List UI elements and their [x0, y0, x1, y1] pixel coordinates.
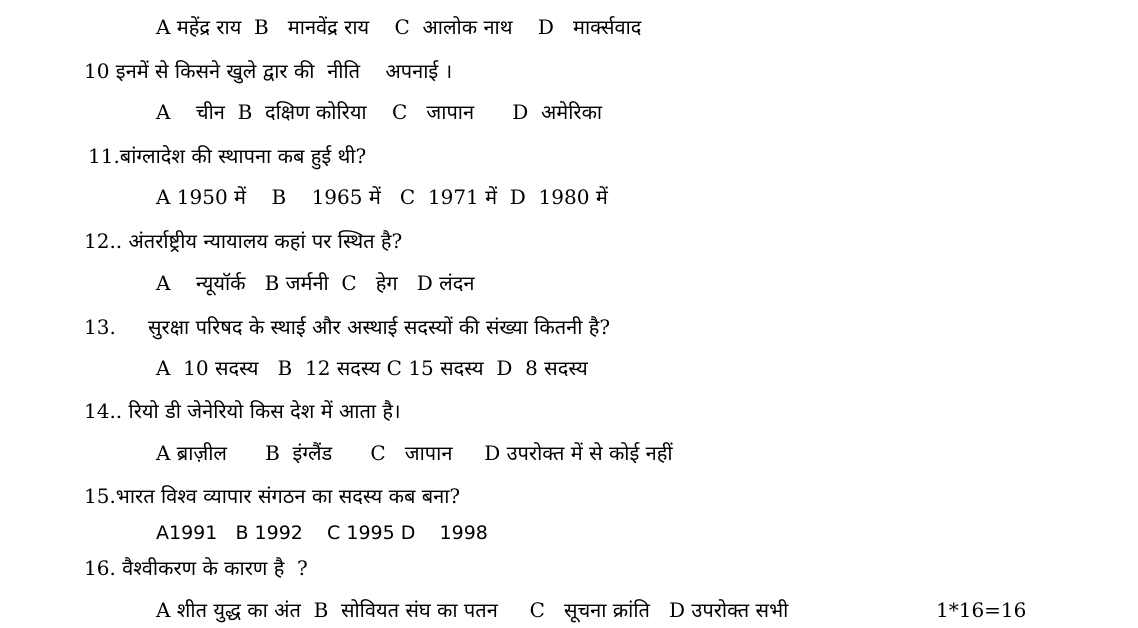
question-10: 10 इनमें से किसने खुले द्वार की नीति अपनाई ।: [84, 59, 453, 83]
question-16: 16. वैश्वीकरण के कारण है ?: [84, 556, 308, 580]
marks-allocation: 1*16=16: [936, 598, 1027, 622]
question-13: सुरक्षा परिषद के स्थाई और अस्थाई सदस्यों की संख्या कितनी है?: [148, 315, 611, 339]
question-15-options: A1991 B 1992 C 1995 D 1998: [156, 522, 488, 544]
question-11-options: A 1950 में B 1965 में C 1971 में D 1980 में: [156, 185, 608, 209]
question-9-options: A महेंद्र राय B मानवेंद्र राय C आलोक नाथ D मार्क्सवाद: [156, 15, 642, 39]
question-14: 14.. रियो डी जेनेरियो किस देश में आता है।: [84, 399, 401, 423]
question-14-options: A ब्राज़ील B इंग्लैंड C जापान D उपरोक्त में से कोई नहीं: [156, 441, 673, 465]
question-13-number: 13.: [84, 315, 116, 339]
question-13-options: A 10 सदस्य B 12 सदस्य C 15 सदस्य D 8 सदस्य: [156, 356, 588, 380]
question-15: 15.भारत विश्व व्यापार संगठन का सदस्य कब बना?: [84, 484, 461, 508]
question-11: 11.बांग्लादेश की स्थापना कब हुई थी?: [88, 144, 367, 168]
question-10-options: A चीन B दक्षिण कोरिया C जापान D अमेरिका: [156, 100, 603, 124]
question-12-options: A न्यूयॉर्क B जर्मनी C हेग D लंदन: [156, 271, 475, 295]
question-16-options: A शीत युद्ध का अंत B सोवियत संघ का पतन C सूचना क्रांति D उपरोक्त सभी: [156, 598, 789, 622]
question-12: 12.. अंतर्राष्ट्रीय न्यायालय कहां पर स्थित है?: [84, 229, 403, 253]
